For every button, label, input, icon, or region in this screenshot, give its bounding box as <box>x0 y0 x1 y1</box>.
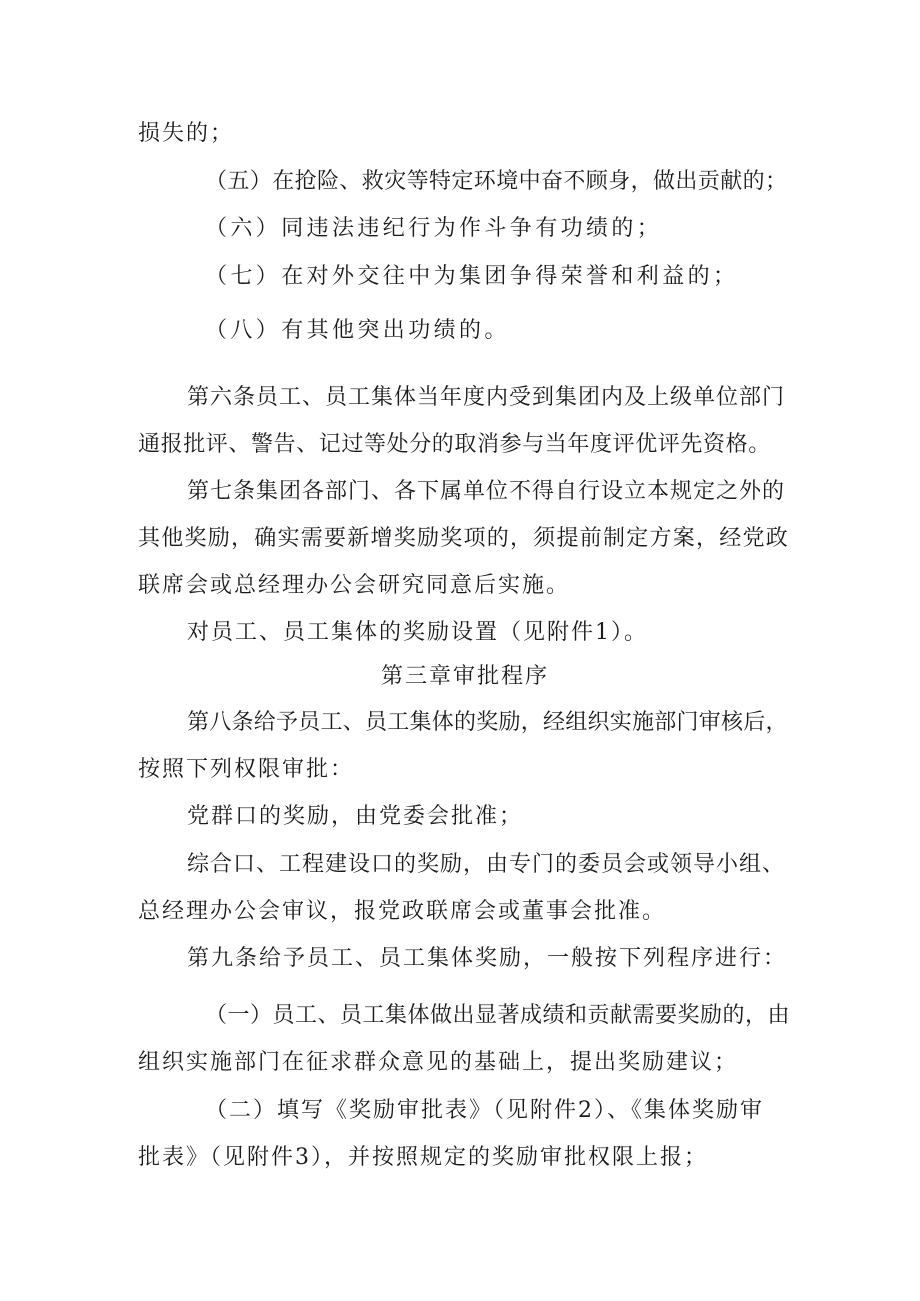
text-line: 损失的； <box>138 121 235 146</box>
text-line: 第六条员工、员工集体当年度内受到集团内及上级单位部门 <box>187 385 786 410</box>
text-line: 通报批评、警告、记过等处分的取消参与当年度评优评先资格。 <box>138 432 771 457</box>
text-line: （五）在抢险、救灾等特定环境中奋不顾身，做出贡献的； <box>205 169 788 194</box>
text-line: （六）同违法违纪行为作斗争有功绩的； <box>205 216 663 241</box>
text-line: （二）填写《奖励审批表》（见附件2）、《集体奖励审 <box>205 1098 764 1123</box>
text-line: 按照下列权限审批： <box>138 757 355 782</box>
text-line: 批表》（见附件3），并按照规定的奖励审批权限上报； <box>138 1145 708 1170</box>
text-line: （七）在对外交往中为集团争得荣誉和利益的； <box>205 264 739 289</box>
text-line: 组织实施部门在征求群众意见的基础上，提出奖励建议； <box>138 1050 739 1075</box>
text-line: 总经理办公会审议，报党政联席会或董事会批准。 <box>138 899 667 924</box>
chapter-heading: 第三章审批程序 <box>381 664 550 689</box>
text-line: 综合口、工程建设口的奖励，由专门的委员会或领导小组、 <box>187 852 786 877</box>
text-line: 第九条给予员工、员工集体奖励，一般按下列程序进行： <box>187 946 788 971</box>
text-line: 第七条集团各部门、各下属单位不得自行设立本规定之外的 <box>187 479 786 504</box>
text-line: 对员工、员工集体的奖励设置（见附件1）。 <box>187 620 648 645</box>
text-line: 联席会或总经理办公会研究同意后实施。 <box>138 573 571 598</box>
text-line: 第八条给予员工、员工集体的奖励，经组织实施部门审核后， <box>187 710 788 735</box>
text-line: 其他奖励，确实需要新增奖励奖项的，须提前制定方案，经党政 <box>138 526 790 551</box>
text-line: （八）有其他突出功绩的。 <box>205 318 510 343</box>
text-line: 党群口的奖励，由党委会批准； <box>187 804 524 829</box>
text-line: （一）员工、员工集体做出显著成绩和贡献需要奖励的，由 <box>205 1003 791 1028</box>
